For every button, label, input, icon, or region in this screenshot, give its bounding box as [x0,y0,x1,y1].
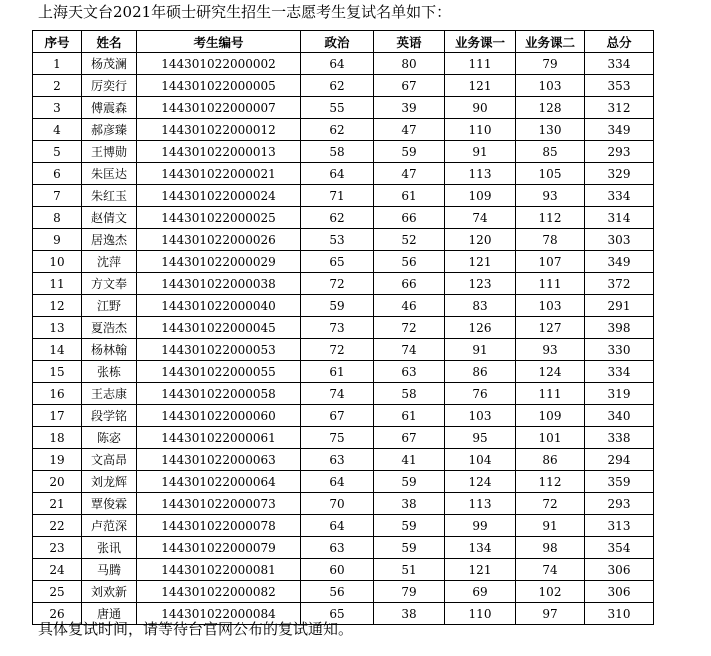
cell-total: 306 [585,559,654,581]
table-row [33,361,654,383]
cell-subject-one: 91 [445,339,516,361]
header-index: 序号 [33,31,82,53]
cell-name: 张讯 [82,537,137,559]
cell-index: 19 [33,449,82,471]
cell-candidate-id: 144301022000038 [137,273,301,295]
cell-total: 330 [585,339,654,361]
table-row [33,163,654,185]
table-body [33,53,654,625]
cell-subject-one: 123 [445,273,516,295]
header-name: 姓名 [82,31,137,53]
cell-name: 沈萍 [82,251,137,273]
cell-name: 厉奕行 [82,75,137,97]
cell-subject-one: 104 [445,449,516,471]
cell-name: 傅震森 [82,97,137,119]
table-row [33,383,654,405]
cell-index: 18 [33,427,82,449]
cell-index: 7 [33,185,82,207]
cell-english: 72 [374,317,445,339]
table-row [33,75,654,97]
cell-english: 59 [374,471,445,493]
cell-subject-two: 79 [516,53,585,75]
cell-subject-two: 127 [516,317,585,339]
cell-candidate-id: 144301022000053 [137,339,301,361]
table-row [33,207,654,229]
cell-english: 51 [374,559,445,581]
cell-politics: 62 [301,119,374,141]
cell-subject-one: 83 [445,295,516,317]
cell-politics: 72 [301,339,374,361]
cell-candidate-id: 144301022000060 [137,405,301,427]
cell-name: 马腾 [82,559,137,581]
cell-total: 306 [585,581,654,603]
table-row [33,273,654,295]
cell-english: 46 [374,295,445,317]
cell-subject-two: 93 [516,339,585,361]
cell-subject-one: 113 [445,493,516,515]
cell-candidate-id: 144301022000024 [137,185,301,207]
table-header-row [33,31,654,53]
cell-candidate-id: 144301022000025 [137,207,301,229]
header-politics: 政治 [301,31,374,53]
cell-index: 2 [33,75,82,97]
cell-index: 20 [33,471,82,493]
cell-candidate-id: 144301022000026 [137,229,301,251]
cell-subject-two: 130 [516,119,585,141]
table-row [33,97,654,119]
cell-subject-two: 112 [516,471,585,493]
cell-english: 74 [374,339,445,361]
cell-index: 17 [33,405,82,427]
cell-total: 338 [585,427,654,449]
cell-candidate-id: 144301022000012 [137,119,301,141]
cell-candidate-id: 144301022000061 [137,427,301,449]
cell-index: 4 [33,119,82,141]
cell-english: 58 [374,383,445,405]
cell-index: 11 [33,273,82,295]
cell-name: 朱匡达 [82,163,137,185]
cell-total: 340 [585,405,654,427]
cell-index: 12 [33,295,82,317]
cell-total: 334 [585,361,654,383]
cell-index: 24 [33,559,82,581]
header-english: 英语 [374,31,445,53]
table-row [33,559,654,581]
cell-name: 唐通 [82,603,137,625]
cell-name: 卢范深 [82,515,137,537]
cell-total: 329 [585,163,654,185]
cell-subject-one: 76 [445,383,516,405]
cell-total: 293 [585,493,654,515]
header-subject-two: 业务课二 [516,31,585,53]
cell-subject-one: 91 [445,141,516,163]
cell-politics: 65 [301,603,374,625]
cell-candidate-id: 144301022000021 [137,163,301,185]
table-row [33,515,654,537]
table-row [33,119,654,141]
cell-name: 赵倩文 [82,207,137,229]
table-row [33,537,654,559]
cell-total: 353 [585,75,654,97]
cell-subject-one: 95 [445,427,516,449]
table-row [33,251,654,273]
table-row [33,141,654,163]
cell-index: 6 [33,163,82,185]
table-row [33,581,654,603]
cell-english: 59 [374,515,445,537]
cell-politics: 56 [301,581,374,603]
cell-politics: 58 [301,141,374,163]
cell-politics: 73 [301,317,374,339]
cell-english: 67 [374,427,445,449]
table-row [33,229,654,251]
cell-subject-two: 101 [516,427,585,449]
cell-subject-two: 98 [516,537,585,559]
cell-subject-two: 109 [516,405,585,427]
cell-candidate-id: 144301022000082 [137,581,301,603]
cell-politics: 62 [301,207,374,229]
cell-index: 15 [33,361,82,383]
cell-name: 文高昂 [82,449,137,471]
candidate-table [32,30,654,625]
cell-english: 52 [374,229,445,251]
cell-candidate-id: 144301022000029 [137,251,301,273]
cell-index: 26 [33,603,82,625]
cell-politics: 55 [301,97,374,119]
footer-note: 具体复试时间，请等待台官网公布的复试通知。 [38,620,354,638]
cell-subject-two: 112 [516,207,585,229]
cell-english: 39 [374,97,445,119]
cell-subject-two: 85 [516,141,585,163]
cell-total: 294 [585,449,654,471]
cell-subject-two: 107 [516,251,585,273]
cell-politics: 64 [301,515,374,537]
cell-index: 21 [33,493,82,515]
cell-politics: 70 [301,493,374,515]
cell-politics: 63 [301,537,374,559]
table-row [33,53,654,75]
header-candidate-id: 考生编号 [137,31,301,53]
cell-name: 江野 [82,295,137,317]
cell-subject-one: 110 [445,119,516,141]
cell-name: 段学铭 [82,405,137,427]
cell-candidate-id: 144301022000007 [137,97,301,119]
cell-english: 67 [374,75,445,97]
cell-politics: 61 [301,361,374,383]
cell-subject-one: 69 [445,581,516,603]
cell-subject-one: 74 [445,207,516,229]
cell-subject-one: 86 [445,361,516,383]
cell-candidate-id: 144301022000064 [137,471,301,493]
cell-subject-two: 102 [516,581,585,603]
cell-name: 王博勋 [82,141,137,163]
cell-politics: 53 [301,229,374,251]
cell-subject-two: 72 [516,493,585,515]
cell-index: 9 [33,229,82,251]
cell-subject-two: 86 [516,449,585,471]
cell-candidate-id: 144301022000078 [137,515,301,537]
cell-subject-two: 103 [516,295,585,317]
cell-politics: 75 [301,427,374,449]
cell-total: 359 [585,471,654,493]
cell-subject-one: 124 [445,471,516,493]
cell-politics: 64 [301,471,374,493]
cell-politics: 60 [301,559,374,581]
cell-politics: 63 [301,449,374,471]
cell-name: 朱红玉 [82,185,137,207]
cell-english: 59 [374,537,445,559]
cell-candidate-id: 144301022000073 [137,493,301,515]
cell-name: 陈宓 [82,427,137,449]
cell-subject-one: 121 [445,75,516,97]
cell-politics: 74 [301,383,374,405]
cell-total: 291 [585,295,654,317]
cell-index: 8 [33,207,82,229]
cell-politics: 65 [301,251,374,273]
cell-candidate-id: 144301022000005 [137,75,301,97]
cell-english: 61 [374,185,445,207]
cell-name: 郝彦臻 [82,119,137,141]
cell-candidate-id: 144301022000045 [137,317,301,339]
cell-subject-one: 110 [445,603,516,625]
cell-english: 80 [374,53,445,75]
table-row [33,339,654,361]
table-row [33,185,654,207]
cell-name: 夏浩杰 [82,317,137,339]
cell-name: 王志康 [82,383,137,405]
cell-english: 59 [374,141,445,163]
cell-english: 38 [374,603,445,625]
cell-english: 79 [374,581,445,603]
cell-total: 312 [585,97,654,119]
cell-name: 方文奉 [82,273,137,295]
cell-english: 56 [374,251,445,273]
header-total: 总分 [585,31,654,53]
cell-index: 5 [33,141,82,163]
cell-politics: 62 [301,75,374,97]
cell-index: 25 [33,581,82,603]
cell-name: 居逸杰 [82,229,137,251]
cell-candidate-id: 144301022000079 [137,537,301,559]
cell-english: 38 [374,493,445,515]
cell-english: 47 [374,119,445,141]
cell-total: 354 [585,537,654,559]
cell-total: 372 [585,273,654,295]
cell-total: 293 [585,141,654,163]
cell-subject-two: 97 [516,603,585,625]
cell-english: 63 [374,361,445,383]
cell-name: 杨茂澜 [82,53,137,75]
cell-index: 10 [33,251,82,273]
cell-total: 398 [585,317,654,339]
cell-index: 16 [33,383,82,405]
cell-name: 刘欢新 [82,581,137,603]
cell-english: 41 [374,449,445,471]
cell-total: 313 [585,515,654,537]
cell-subject-two: 111 [516,273,585,295]
cell-subject-one: 99 [445,515,516,537]
page-heading: 上海天文台2021年硕士研究生招生一志愿考生复试名单如下： [38,3,452,21]
cell-name: 刘龙辉 [82,471,137,493]
cell-subject-one: 120 [445,229,516,251]
cell-english: 47 [374,163,445,185]
cell-name: 张栋 [82,361,137,383]
table-row [33,493,654,515]
cell-politics: 72 [301,273,374,295]
cell-total: 349 [585,119,654,141]
cell-candidate-id: 144301022000055 [137,361,301,383]
cell-subject-one: 103 [445,405,516,427]
cell-subject-one: 121 [445,251,516,273]
cell-subject-one: 126 [445,317,516,339]
table-row [33,405,654,427]
table-row [33,427,654,449]
table-row [33,295,654,317]
cell-candidate-id: 144301022000063 [137,449,301,471]
cell-subject-one: 134 [445,537,516,559]
cell-name: 覃俊霖 [82,493,137,515]
cell-total: 349 [585,251,654,273]
cell-total: 319 [585,383,654,405]
cell-politics: 59 [301,295,374,317]
cell-total: 334 [585,185,654,207]
cell-subject-one: 111 [445,53,516,75]
cell-candidate-id: 144301022000084 [137,603,301,625]
cell-index: 14 [33,339,82,361]
cell-subject-two: 91 [516,515,585,537]
cell-index: 23 [33,537,82,559]
cell-candidate-id: 144301022000058 [137,383,301,405]
cell-politics: 64 [301,163,374,185]
cell-english: 66 [374,207,445,229]
cell-subject-two: 128 [516,97,585,119]
cell-english: 66 [374,273,445,295]
cell-candidate-id: 144301022000013 [137,141,301,163]
cell-politics: 64 [301,53,374,75]
cell-index: 13 [33,317,82,339]
cell-subject-two: 78 [516,229,585,251]
cell-subject-one: 121 [445,559,516,581]
cell-index: 3 [33,97,82,119]
cell-index: 22 [33,515,82,537]
cell-name: 杨林翰 [82,339,137,361]
cell-subject-two: 74 [516,559,585,581]
cell-candidate-id: 144301022000002 [137,53,301,75]
cell-total: 314 [585,207,654,229]
cell-subject-two: 111 [516,383,585,405]
cell-subject-two: 105 [516,163,585,185]
cell-politics: 67 [301,405,374,427]
cell-candidate-id: 144301022000081 [137,559,301,581]
cell-total: 310 [585,603,654,625]
cell-subject-two: 124 [516,361,585,383]
cell-candidate-id: 144301022000040 [137,295,301,317]
table-row [33,471,654,493]
cell-subject-one: 113 [445,163,516,185]
cell-subject-one: 109 [445,185,516,207]
cell-subject-one: 90 [445,97,516,119]
cell-english: 61 [374,405,445,427]
cell-subject-two: 93 [516,185,585,207]
cell-politics: 71 [301,185,374,207]
table-row [33,449,654,471]
cell-total: 334 [585,53,654,75]
cell-index: 1 [33,53,82,75]
header-subject-one: 业务课一 [445,31,516,53]
cell-total: 303 [585,229,654,251]
cell-subject-two: 103 [516,75,585,97]
table-row [33,317,654,339]
